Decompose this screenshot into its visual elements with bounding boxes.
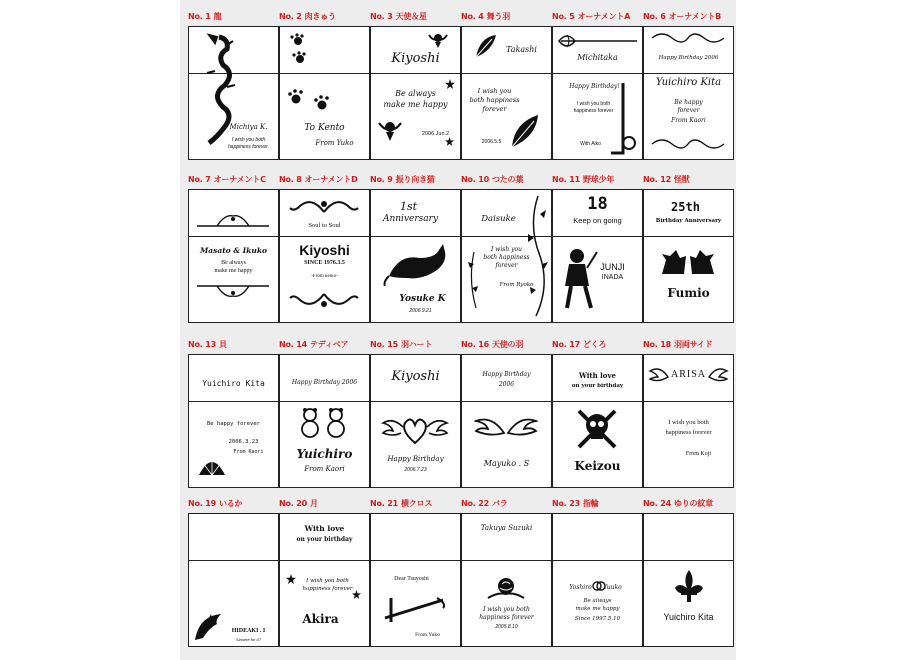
sample-label: No. 5 オーナメントA	[552, 12, 631, 21]
sample-label: No. 16 天使の羽	[461, 340, 524, 349]
ornament-icon	[650, 137, 726, 151]
sample-label: No. 20 月	[279, 499, 318, 508]
card-text: Yoshiro	[569, 584, 592, 591]
card-text: From Kaori	[233, 449, 264, 455]
sample-card	[552, 26, 643, 160]
card-text: Anniversary	[382, 214, 439, 224]
card-text: -From keiko-	[311, 274, 338, 279]
angel-wings-icon	[474, 415, 538, 445]
sample-card	[643, 513, 734, 647]
card-text: Yuichiro Kita	[663, 612, 714, 622]
card-text: Keep on going	[573, 216, 622, 225]
card-text: make me happy	[575, 606, 620, 612]
ornament-icon	[195, 214, 271, 230]
card-text: Yosuke K	[399, 294, 446, 304]
sample-card	[188, 354, 279, 488]
card-text: ARISA	[670, 369, 706, 380]
sample-label: No. 15 羽ハート	[370, 340, 433, 349]
card-text: Masato & Ikuko	[199, 246, 268, 255]
card-text: Be happy forever	[207, 421, 260, 427]
angel-icon	[377, 117, 403, 143]
card-text: Michiya K.	[229, 123, 268, 131]
sample-label: No. 21 横クロス	[370, 499, 433, 508]
card-text: forever	[482, 105, 507, 113]
card-text: both happiness	[483, 254, 530, 261]
card-text: Dear Tsuyoshi	[394, 576, 429, 582]
card-text: From Yuko	[315, 139, 354, 147]
card-text: With love	[304, 524, 345, 533]
sample-label: No. 6 オーナメントB	[643, 12, 721, 21]
card-text: Happy Birthday!	[569, 83, 620, 90]
card-text: Be always	[583, 598, 612, 604]
sample-label: No. 22 バラ	[461, 499, 508, 508]
card-text: With love	[578, 371, 616, 380]
sample-label: No. 2 肉きゅう	[279, 12, 336, 21]
card-text: I wish you both	[483, 606, 530, 613]
card-text: Fumio	[667, 286, 710, 300]
card-text: I wish you	[490, 246, 523, 253]
sample-card	[279, 26, 370, 160]
card-text: make me happy	[214, 268, 253, 274]
card-text: Be always	[221, 260, 246, 266]
card-text: Akira	[302, 612, 339, 626]
sample-label: No. 23 指輪	[552, 499, 599, 508]
card-text: 2006.9.21	[409, 308, 432, 314]
card-text: 25th	[671, 200, 700, 214]
card-text: forever	[495, 262, 518, 269]
sample-label: No. 14 テディベア	[279, 340, 349, 349]
card-text: Yuichiro	[296, 447, 353, 461]
card-text: Michitaka	[577, 53, 618, 62]
card-text: Keizou	[574, 459, 621, 473]
card-text: happiness forever	[573, 108, 614, 114]
cat-icon	[381, 242, 447, 286]
sample-card	[643, 189, 734, 323]
card-text: Daisuke	[481, 214, 516, 224]
sample-card	[552, 189, 643, 323]
sample-label: No. 17 どくろ	[552, 340, 607, 349]
card-text: both happiness	[469, 96, 520, 104]
card-text: From Ryoko	[499, 282, 534, 288]
ornament-icon	[195, 282, 271, 298]
fleur-de-lis-icon	[672, 568, 706, 608]
card-text: on your birthday	[571, 383, 624, 389]
sample-label: No. 1 龍	[188, 12, 222, 21]
card-text: 2006.3.23	[228, 439, 259, 445]
card-text: 2006	[498, 381, 515, 388]
sample-card	[188, 189, 279, 323]
ornament-icon	[288, 290, 360, 314]
winged-heart-icon	[381, 413, 449, 445]
card-text: Mayuko . S	[483, 459, 530, 468]
card-text: JUNJI	[600, 262, 625, 272]
sample-card	[643, 26, 734, 160]
sample-card	[370, 354, 461, 488]
card-text: 2006.Jun.2	[421, 131, 450, 137]
card-text: Yuuko	[603, 584, 622, 591]
card-text: forever	[677, 107, 700, 114]
card-text: Kiyoshi	[391, 369, 440, 384]
card-text: I wish you both	[576, 101, 611, 107]
seashell-icon	[197, 455, 227, 477]
sample-label: No. 8 オーナメントD	[279, 175, 358, 184]
sample-label: No. 12 怪獣	[643, 175, 690, 184]
card-text: happiness forever	[665, 429, 712, 436]
card-text: SINCE 1976.3.5	[304, 260, 345, 266]
monster-icon	[658, 248, 718, 278]
sample-card	[461, 354, 552, 488]
cross-icon	[381, 594, 451, 624]
card-text: 2006.5.5	[481, 139, 502, 145]
sample-label: No. 9 振り向き猫	[370, 175, 435, 184]
sample-label: No. 7 オーナメントC	[188, 175, 266, 184]
card-text: Takashi	[506, 45, 537, 54]
card-text: Soul to Soul	[308, 222, 341, 229]
skull-icon	[575, 407, 619, 451]
sample-label: No. 19 いるか	[188, 499, 243, 508]
card-text: Yuichiro Kita	[655, 77, 722, 88]
card-text: 1st	[399, 200, 418, 213]
card-text: Happy Birthday 2006	[291, 379, 358, 386]
card-text: happiness forever	[302, 586, 353, 592]
card-text: From Yuko	[415, 632, 440, 638]
card-text: I wish you both	[306, 578, 349, 584]
sample-card	[643, 354, 734, 488]
card-text: Happy Birthday	[482, 371, 531, 378]
wing-right-icon	[707, 367, 729, 383]
sample-card	[279, 513, 370, 647]
sample-card	[552, 513, 643, 647]
sample-label: No. 10 つたの葉	[461, 175, 524, 184]
card-text: Happy Birthday 2006	[658, 55, 719, 61]
card-text: 18	[587, 194, 608, 214]
sample-card	[461, 26, 552, 160]
ornament-icon	[650, 31, 726, 45]
card-text: From Koji	[685, 451, 712, 457]
card-text: Since 1997.5.10	[574, 616, 621, 622]
sample-label: No. 11 野球少年	[552, 175, 615, 184]
sample-card	[370, 189, 461, 323]
card-text: make me happy	[383, 100, 448, 109]
sample-card	[188, 26, 279, 160]
card-text: With Aiko	[580, 141, 601, 147]
angel-icon	[427, 31, 449, 49]
sample-sheet	[180, 0, 736, 660]
card-text: Yuichiro Kita	[202, 379, 265, 388]
teddy-bear-icon	[294, 405, 354, 439]
card-text: Sinsere for 07	[236, 637, 261, 642]
card-text: HIDEAKI . I	[231, 628, 266, 634]
sample-card	[370, 513, 461, 647]
sample-card	[461, 513, 552, 647]
card-text: To Kento	[304, 123, 345, 133]
card-text: Kiyoshi	[391, 51, 440, 66]
card-text: From Kaori	[304, 465, 345, 473]
card-text: Be happy	[674, 99, 703, 106]
card-text: Takuya Suzuki	[480, 524, 533, 532]
sample-label: No. 3 天使＆星	[370, 12, 427, 21]
moon-icon	[342, 608, 364, 634]
sample-card	[461, 189, 552, 323]
sample-card	[279, 354, 370, 488]
ornament-icon	[288, 196, 360, 216]
ornament-icon	[557, 31, 639, 71]
sample-label: No. 13 貝	[188, 340, 227, 349]
dragon-icon	[197, 31, 243, 151]
card-text: I wish you	[477, 87, 512, 95]
card-text: happiness forever	[479, 614, 534, 621]
sample-label: No. 18 羽両サイド	[643, 340, 713, 349]
card-text: happiness forever.	[228, 144, 269, 150]
card-text: on your birthday	[296, 536, 353, 543]
card-text: I wish you both	[231, 137, 266, 143]
paw-print-icon	[286, 85, 336, 115]
sample-card	[188, 513, 279, 647]
card-text: INADA	[601, 274, 624, 281]
card-text: From Kaori	[671, 117, 706, 124]
sample-label: No. 24 ゆりの紋章	[643, 499, 713, 508]
paw-print-icon	[286, 33, 316, 67]
sample-label: No. 4 舞う羽	[461, 12, 510, 21]
card-text: Happy Birthday	[387, 455, 444, 463]
card-text: 2006.7.23	[404, 467, 427, 473]
card-text: Be always	[395, 89, 436, 98]
sample-card	[552, 354, 643, 488]
card-text: Birthday Anniversary	[655, 218, 722, 224]
card-text: I wish you both	[668, 419, 709, 426]
card-text: 2005.8.10	[495, 624, 518, 630]
card-text: Kiyoshi	[299, 242, 350, 258]
